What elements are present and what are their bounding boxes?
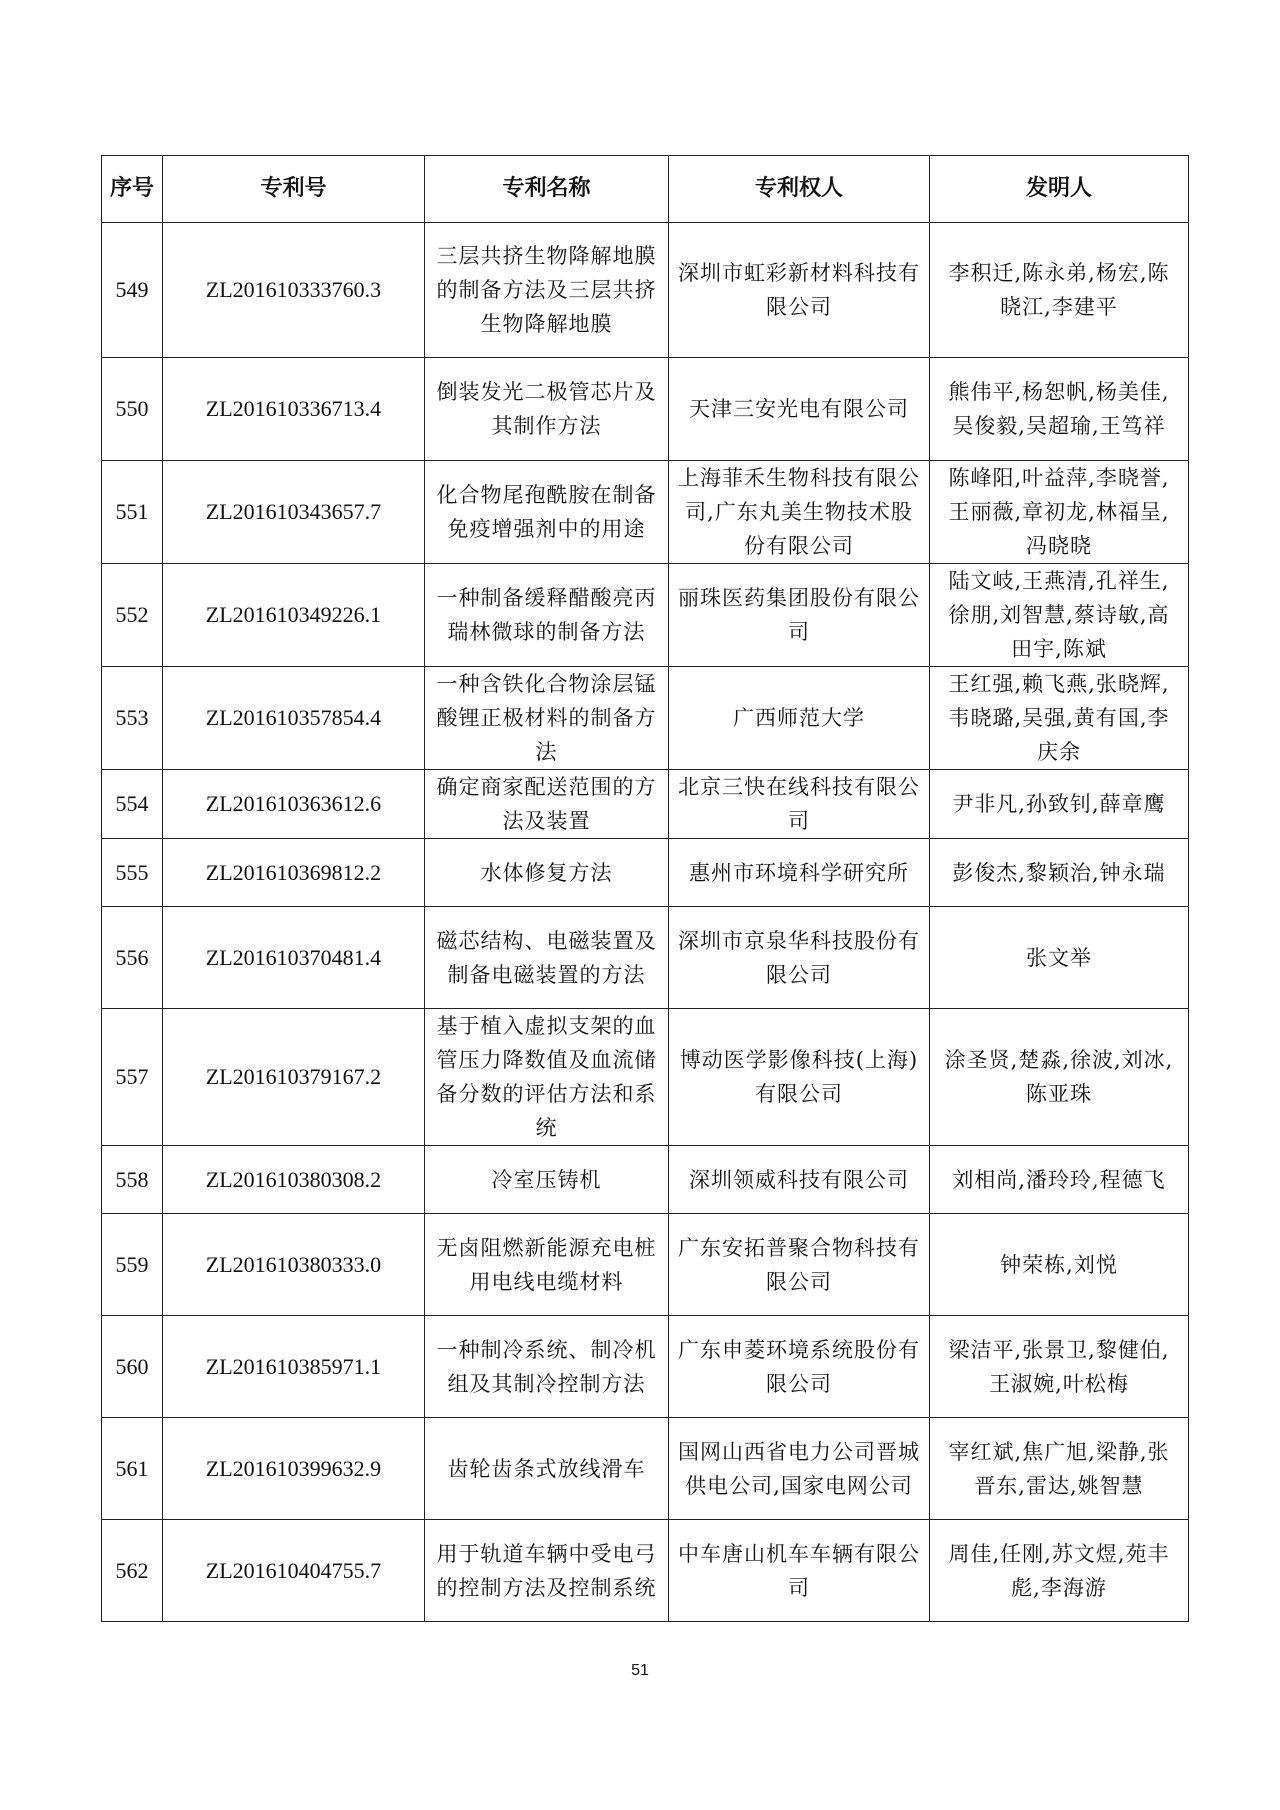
patent-name-cell: 一种制冷系统、制冷机组及其制冷控制方法	[425, 1316, 669, 1418]
patent-number-cell: ZL201610343657.7	[163, 461, 425, 564]
table-row	[102, 1316, 1189, 1418]
serial-cell: 558	[102, 1146, 163, 1214]
table-row	[102, 839, 1189, 907]
patent-name-cell: 三层共挤生物降解地膜的制备方法及三层共挤生物降解地膜	[425, 223, 669, 358]
inventors-cell: 宰红斌,焦广旭,梁静,张晋东,雷达,姚智慧	[930, 1418, 1189, 1520]
table-row	[102, 1009, 1189, 1146]
table-header-row	[102, 156, 1189, 223]
patent-owner-cell: 上海菲禾生物科技有限公司,广东丸美生物技术股份有限公司	[669, 461, 930, 564]
table-row	[102, 1418, 1189, 1520]
patent-name-cell: 磁芯结构、电磁装置及制备电磁装置的方法	[425, 907, 669, 1009]
table-row	[102, 907, 1189, 1009]
patent-name-cell: 确定商家配送范围的方法及装置	[425, 770, 669, 839]
patent-number-cell: ZL201610404755.7	[163, 1520, 425, 1622]
patent-name-cell: 一种制备缓释醋酸亮丙瑞林微球的制备方法	[425, 564, 669, 667]
patent-owner-cell: 广东安拓普聚合物科技有限公司	[669, 1214, 930, 1316]
patent-number-cell: ZL201610385971.1	[163, 1316, 425, 1418]
patent-owner-cell: 国网山西省电力公司晋城供电公司,国家电网公司	[669, 1418, 930, 1520]
patent-name-cell: 倒装发光二极管芯片及其制作方法	[425, 358, 669, 461]
patent-name-cell: 齿轮齿条式放线滑车	[425, 1418, 669, 1520]
serial-cell: 551	[102, 461, 163, 564]
table-row	[102, 1214, 1189, 1316]
patent-owner-cell: 丽珠医药集团股份有限公司	[669, 564, 930, 667]
serial-cell: 552	[102, 564, 163, 667]
patent-owner-cell: 深圳领威科技有限公司	[669, 1146, 930, 1214]
patent-name-cell: 基于植入虚拟支架的血管压力降数值及血流储备分数的评估方法和系统	[425, 1009, 669, 1146]
serial-cell: 549	[102, 223, 163, 358]
patent-owner-cell: 博动医学影像科技(上海)有限公司	[669, 1009, 930, 1146]
inventors-cell: 钟荣栋,刘悦	[930, 1214, 1189, 1316]
patent-name-cell: 水体修复方法	[425, 839, 669, 907]
patent-number-cell: ZL201610349226.1	[163, 564, 425, 667]
serial-cell: 560	[102, 1316, 163, 1418]
inventors-cell: 涂圣贤,楚淼,徐波,刘冰,陈亚珠	[930, 1009, 1189, 1146]
patent-name-cell: 化合物尾孢酰胺在制备免疫增强剂中的用途	[425, 461, 669, 564]
header-serial: 序号	[102, 156, 163, 223]
patent-owner-cell: 深圳市京泉华科技股份有限公司	[669, 907, 930, 1009]
patent-owner-cell: 深圳市虹彩新材料科技有限公司	[669, 223, 930, 358]
header-inventors: 发明人	[930, 156, 1189, 223]
serial-cell: 550	[102, 358, 163, 461]
page-number: 51	[631, 1662, 649, 1679]
table-row	[102, 1520, 1189, 1622]
patent-owner-cell: 惠州市环境科学研究所	[669, 839, 930, 907]
table-row	[102, 770, 1189, 839]
serial-cell: 561	[102, 1418, 163, 1520]
patent-owner-cell: 中车唐山机车车辆有限公司	[669, 1520, 930, 1622]
patent-name-cell: 冷室压铸机	[425, 1146, 669, 1214]
patent-number-cell: ZL201610369812.2	[163, 839, 425, 907]
serial-cell: 559	[102, 1214, 163, 1316]
serial-cell: 555	[102, 839, 163, 907]
patent-owner-cell: 广西师范大学	[669, 667, 930, 770]
patent-number-cell: ZL201610333760.3	[163, 223, 425, 358]
inventors-cell: 陆文岐,王燕清,孔祥生,徐朋,刘智慧,蔡诗敏,高田宇,陈斌	[930, 564, 1189, 667]
patent-number-cell: ZL201610370481.4	[163, 907, 425, 1009]
inventors-cell: 梁洁平,张景卫,黎健伯,王淑婉,叶松梅	[930, 1316, 1189, 1418]
patent-number-cell: ZL201610380333.0	[163, 1214, 425, 1316]
patent-owner-cell: 天津三安光电有限公司	[669, 358, 930, 461]
serial-cell: 554	[102, 770, 163, 839]
patent-number-cell: ZL201610379167.2	[163, 1009, 425, 1146]
table-row	[102, 564, 1189, 667]
patent-name-cell: 一种含铁化合物涂层锰酸锂正极材料的制备方法	[425, 667, 669, 770]
patent-number-cell: ZL201610399632.9	[163, 1418, 425, 1520]
header-patent-name: 专利名称	[425, 156, 669, 223]
serial-cell: 553	[102, 667, 163, 770]
patent-number-cell: ZL201610380308.2	[163, 1146, 425, 1214]
inventors-cell: 李积迁,陈永弟,杨宏,陈晓江,李建平	[930, 223, 1189, 358]
patent-number-cell: ZL201610336713.4	[163, 358, 425, 461]
inventors-cell: 彭俊杰,黎颖治,钟永瑞	[930, 839, 1189, 907]
inventors-cell: 刘相尚,潘玲玲,程德飞	[930, 1146, 1189, 1214]
header-patent-owner: 专利权人	[669, 156, 930, 223]
table-row	[102, 358, 1189, 461]
serial-cell: 562	[102, 1520, 163, 1622]
inventors-cell: 尹非凡,孙致钊,薛章鹰	[930, 770, 1189, 839]
patent-owner-cell: 北京三快在线科技有限公司	[669, 770, 930, 839]
patent-owner-cell: 广东申菱环境系统股份有限公司	[669, 1316, 930, 1418]
inventors-cell: 陈峰阳,叶益萍,李晓誉,王丽薇,章初龙,林福呈,冯晓晓	[930, 461, 1189, 564]
table-row	[102, 223, 1189, 358]
serial-cell: 557	[102, 1009, 163, 1146]
inventors-cell: 周佳,任刚,苏文煜,苑丰彪,李海游	[930, 1520, 1189, 1622]
patent-number-cell: ZL201610363612.6	[163, 770, 425, 839]
table-row	[102, 461, 1189, 564]
patent-name-cell: 无卤阻燃新能源充电桩用电线电缆材料	[425, 1214, 669, 1316]
table-row	[102, 667, 1189, 770]
header-patent-number: 专利号	[163, 156, 425, 223]
serial-cell: 556	[102, 907, 163, 1009]
patent-table	[101, 155, 1189, 1622]
patent-name-cell: 用于轨道车辆中受电弓的控制方法及控制系统	[425, 1520, 669, 1622]
inventors-cell: 张文举	[930, 907, 1189, 1009]
inventors-cell: 王红强,赖飞燕,张晓辉,韦晓璐,吴强,黄有国,李庆余	[930, 667, 1189, 770]
table-row	[102, 1146, 1189, 1214]
patent-number-cell: ZL201610357854.4	[163, 667, 425, 770]
inventors-cell: 熊伟平,杨恕帆,杨美佳,吴俊毅,吴超瑜,王笃祥	[930, 358, 1189, 461]
